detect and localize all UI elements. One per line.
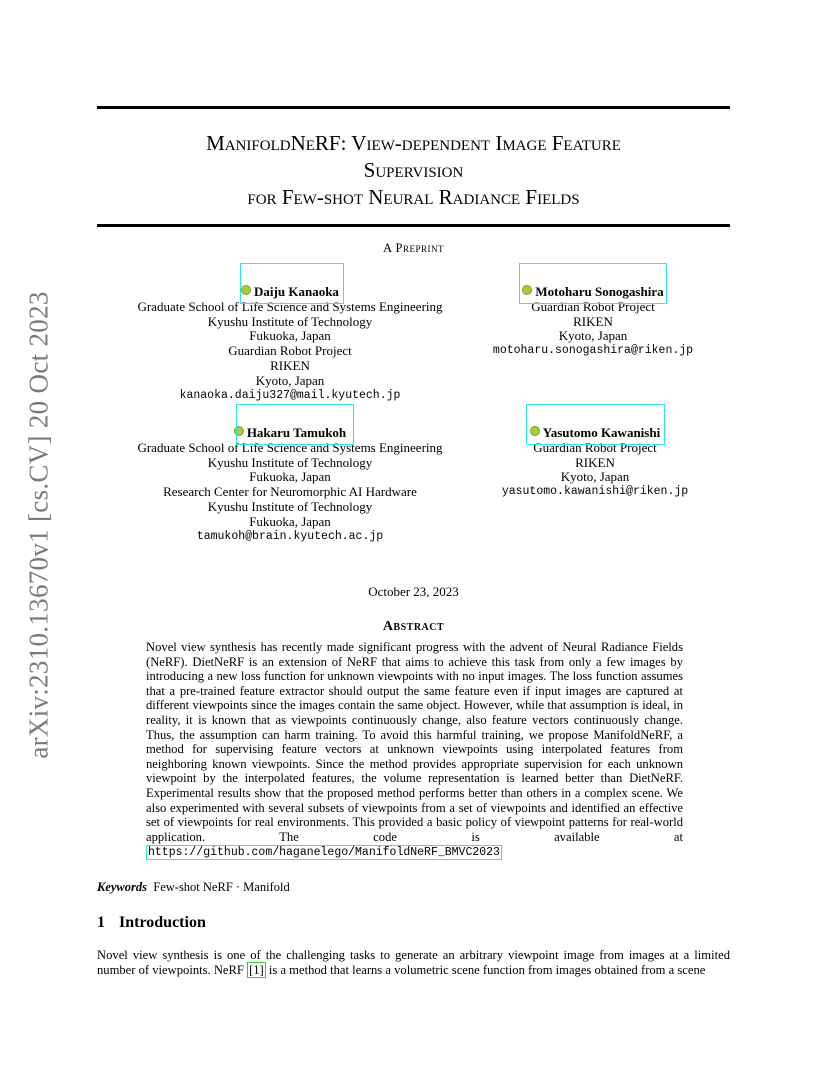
section-title: Introduction: [119, 914, 206, 931]
affiliation-line: Guardian Robot Project: [531, 298, 655, 314]
abstract-heading: Abstract: [382, 619, 445, 634]
author-email[interactable]: yasutomo.kawanishi@riken.jp: [501, 485, 689, 499]
author-name-link[interactable]: [530, 426, 660, 441]
section-heading-introduction: [97, 914, 206, 932]
paper-title-line-2: Supervision: [363, 158, 464, 182]
affiliation-line: Graduate School of Life Science and Systems Engineering: [137, 298, 443, 314]
affiliation-line: Fukuoka, Japan: [249, 328, 331, 344]
affiliation-line: RIKEN: [573, 313, 613, 329]
author-email[interactable]: tamukoh@brain.kyutech.ac.jp: [196, 529, 384, 543]
title-bottom-rule: [97, 224, 730, 227]
author-name-link[interactable]: [234, 426, 346, 441]
author-name: Daiju Kanaoka: [254, 284, 339, 299]
keywords-label: Keywords: [97, 880, 147, 894]
affiliation-line: Fukuoka, Japan: [249, 513, 331, 529]
paper-title-line-3: for Few-shot Neural Radiance Fields: [247, 185, 580, 209]
section-number: 1: [97, 914, 105, 931]
affiliation-line: Kyoto, Japan: [558, 328, 628, 344]
paper-title-line-1: ManifoldNeRF: View-dependent Image Feature: [206, 131, 621, 155]
intro-text: Novel view synthesis is one of the challenging tasks to generate an arbitrary viewpoint image from images at a limited number of viewpoints. NeRF: [97, 948, 730, 977]
affiliation-line: Guardian Robot Project: [533, 439, 657, 455]
affiliation-line: Graduate School of Life Science and Systems Engineering: [137, 439, 443, 455]
author-email[interactable]: motoharu.sonogashira@riken.jp: [492, 344, 694, 358]
keywords-line: [97, 880, 290, 895]
author-name-link[interactable]: [241, 285, 339, 300]
code-url-link[interactable]: https://github.com/haganelego/ManifoldNeRF_BMVC2023: [148, 846, 500, 860]
author-block-tamukoh: [110, 426, 470, 544]
affiliation-line: Kyushu Institute of Technology: [207, 313, 373, 329]
orcid-icon[interactable]: [530, 426, 540, 436]
orcid-icon[interactable]: [522, 285, 532, 295]
affiliation-line: Kyoto, Japan: [255, 372, 325, 388]
affiliation-line: Fukuoka, Japan: [249, 469, 331, 485]
intro-text-continued: is a method that learns a volumetric scene function from images obtained from a scene: [265, 963, 706, 977]
author-block-sonogashira: [480, 285, 706, 359]
author-name: Motoharu Sonogashira: [535, 284, 664, 299]
title-top-rule: [97, 106, 730, 109]
orcid-icon[interactable]: [241, 285, 251, 295]
author-name-link[interactable]: [522, 285, 663, 300]
affiliation-line: RIKEN: [575, 454, 615, 470]
affiliation-line: RIKEN: [270, 357, 310, 373]
affiliation-line: Guardian Robot Project: [228, 343, 352, 359]
affiliation-line: Kyushu Institute of Technology: [207, 498, 373, 514]
citation-link[interactable]: [1]: [249, 963, 264, 977]
orcid-icon[interactable]: [234, 426, 244, 436]
affiliation-line: Kyushu Institute of Technology: [207, 454, 373, 470]
abstract-body: [146, 640, 683, 861]
paper-date: October 23, 2023: [368, 584, 459, 599]
author-block-kanaoka: [110, 285, 470, 403]
affiliation-line: Kyoto, Japan: [560, 469, 630, 485]
author-name: Yasutomo Kawanishi: [542, 425, 661, 440]
abstract-text: Novel view synthesis has recently made significant progress with the advent of Neural Radiance Fields (NeRF). DietNeRF is an extension of NeRF that aims to achieve this task from only a few images by introducing a new loss function for unknown viewpoints with no input images. The loss function assumes that a pre-trained feature extractor should output the same feature even if input images are captured at different viewpoints since the images contain the same object. However, while that assumption is ideal, in reality, it is known that as viewpoints continuously change, also feature vectors continuously change. Thus, the assumption can harm training. To avoid this harmful training, we propose ManifoldNeRF, a method for supervising feature vectors at unknown viewpoints using interpolated features from neighboring known viewpoints. Since the method provides appropriate supervision for each unknown viewpoint by the interpolated features, the volume representation is learned better than DietNeRF. Experimental results show that the proposed method performs better than others in a complex scene. We also experimented with several subsets of viewpoints from a set of viewpoints and identified an effective set of viewpoints for real environments. This provided a basic policy of viewpoint patterns for real-world application. The code is available at: [146, 640, 683, 844]
preprint-label: A Preprint: [383, 241, 444, 255]
arxiv-identifier-stamp: arXiv:2310.13670v1 [cs.CV] 20 Oct 2023: [23, 291, 54, 759]
author-name: Hakaru Tamukoh: [246, 425, 347, 440]
author-email[interactable]: kanaoka.daiju327@mail.kyutech.jp: [179, 388, 401, 402]
introduction-paragraph: [97, 948, 730, 978]
keywords-text: Few-shot NeRF · Manifold: [153, 880, 290, 894]
author-block-kawanishi: [482, 426, 708, 500]
affiliation-line: Research Center for Neuromorphic AI Hardware: [163, 484, 417, 500]
